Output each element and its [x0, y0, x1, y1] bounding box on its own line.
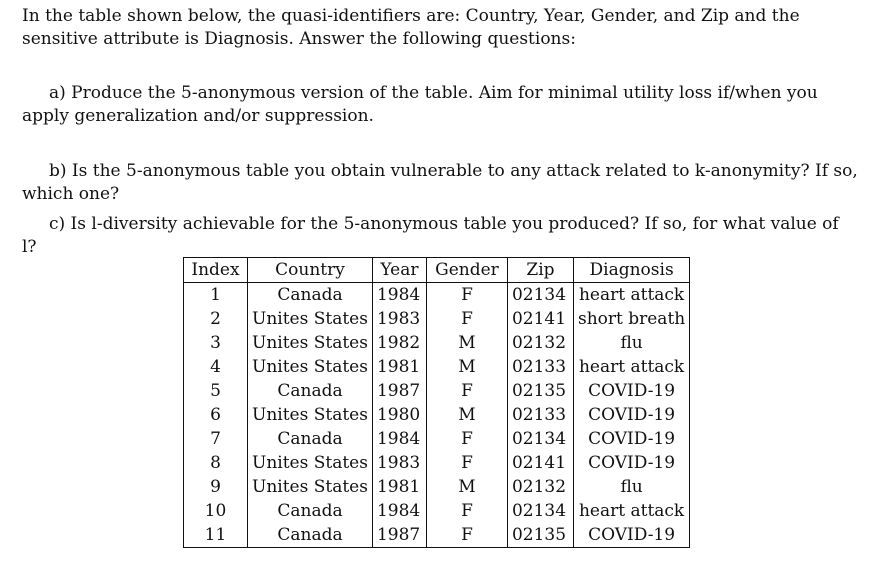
cell-year: 1983 [372, 307, 426, 331]
cell-gender: M [426, 403, 507, 427]
cell-index: 5 [184, 379, 248, 403]
cell-index: 4 [184, 355, 248, 379]
cell-zip: 02132 [507, 331, 573, 355]
cell-diagnosis: COVID-19 [573, 451, 689, 475]
cell-zip: 02141 [507, 451, 573, 475]
table-row [184, 475, 690, 499]
table-row [184, 307, 690, 331]
patient-table [183, 257, 690, 548]
cell-country: Canada [248, 379, 373, 403]
table-row [184, 379, 690, 403]
cell-diagnosis: COVID-19 [573, 427, 689, 451]
cell-diagnosis: flu [573, 475, 689, 499]
cell-year: 1987 [372, 379, 426, 403]
cell-gender: F [426, 427, 507, 451]
cell-gender: F [426, 307, 507, 331]
cell-country: Unites States [248, 451, 373, 475]
cell-diagnosis: COVID-19 [573, 523, 689, 548]
table-row [184, 283, 690, 308]
cell-zip: 02134 [507, 427, 573, 451]
cell-diagnosis: heart attack [573, 283, 689, 308]
header-country: Country [248, 258, 373, 283]
cell-year: 1983 [372, 451, 426, 475]
cell-gender: M [426, 355, 507, 379]
header-index: Index [184, 258, 248, 283]
cell-gender: F [426, 451, 507, 475]
cell-gender: F [426, 379, 507, 403]
cell-country: Unites States [248, 475, 373, 499]
question-part-a: a) Produce the 5-anonymous version of the table. Aim for minimal utility loss if/when you apply generalization and/or suppression. [22, 83, 818, 126]
table-row [184, 499, 690, 523]
cell-index: 8 [184, 451, 248, 475]
question-part-b: b) Is the 5-anonymous table you obtain vulnerable to any attack related to k-anonymity? If so, which one? [22, 161, 858, 204]
question-part-c: c) Is l-diversity achievable for the 5-anonymous table you produced? If so, for what value of l? [22, 214, 839, 257]
cell-diagnosis: COVID-19 [573, 403, 689, 427]
header-gender: Gender [426, 258, 507, 283]
cell-diagnosis: flu [573, 331, 689, 355]
cell-year: 1980 [372, 403, 426, 427]
cell-year: 1984 [372, 283, 426, 308]
cell-index: 9 [184, 475, 248, 499]
header-year: Year [372, 258, 426, 283]
cell-country: Unites States [248, 331, 373, 355]
cell-zip: 02135 [507, 523, 573, 548]
cell-country: Canada [248, 283, 373, 308]
cell-index: 11 [184, 523, 248, 548]
cell-country: Canada [248, 499, 373, 523]
cell-zip: 02133 [507, 403, 573, 427]
cell-index: 7 [184, 427, 248, 451]
cell-zip: 02141 [507, 307, 573, 331]
table-row [184, 331, 690, 355]
cell-diagnosis: short breath [573, 307, 689, 331]
cell-gender: M [426, 331, 507, 355]
cell-gender: F [426, 523, 507, 548]
cell-index: 3 [184, 331, 248, 355]
table-row [184, 451, 690, 475]
cell-diagnosis: heart attack [573, 355, 689, 379]
table-row [184, 427, 690, 451]
header-diagnosis: Diagnosis [573, 258, 689, 283]
cell-zip: 02132 [507, 475, 573, 499]
cell-country: Unites States [248, 403, 373, 427]
cell-zip: 02134 [507, 499, 573, 523]
cell-year: 1984 [372, 427, 426, 451]
cell-gender: F [426, 283, 507, 308]
table-header-row [184, 258, 690, 283]
cell-country: Unites States [248, 307, 373, 331]
cell-country: Canada [248, 523, 373, 548]
cell-year: 1982 [372, 331, 426, 355]
table-row [184, 403, 690, 427]
cell-diagnosis: COVID-19 [573, 379, 689, 403]
cell-diagnosis: heart attack [573, 499, 689, 523]
table-body [184, 283, 690, 548]
cell-index: 6 [184, 403, 248, 427]
cell-index: 1 [184, 283, 248, 308]
cell-zip: 02134 [507, 283, 573, 308]
table-row [184, 523, 690, 548]
cell-year: 1987 [372, 523, 426, 548]
table-row [184, 355, 690, 379]
cell-year: 1984 [372, 499, 426, 523]
cell-country: Unites States [248, 355, 373, 379]
header-zip: Zip [507, 258, 573, 283]
cell-index: 10 [184, 499, 248, 523]
cell-year: 1981 [372, 355, 426, 379]
cell-zip: 02135 [507, 379, 573, 403]
cell-gender: F [426, 499, 507, 523]
question-intro: In the table shown below, the quasi-identifiers are: Country, Year, Gender, and Zip and the sensitive attribute is Diagnosis. Answer the following questions: [22, 6, 800, 49]
cell-country: Canada [248, 427, 373, 451]
cell-gender: M [426, 475, 507, 499]
cell-index: 2 [184, 307, 248, 331]
cell-zip: 02133 [507, 355, 573, 379]
cell-year: 1981 [372, 475, 426, 499]
